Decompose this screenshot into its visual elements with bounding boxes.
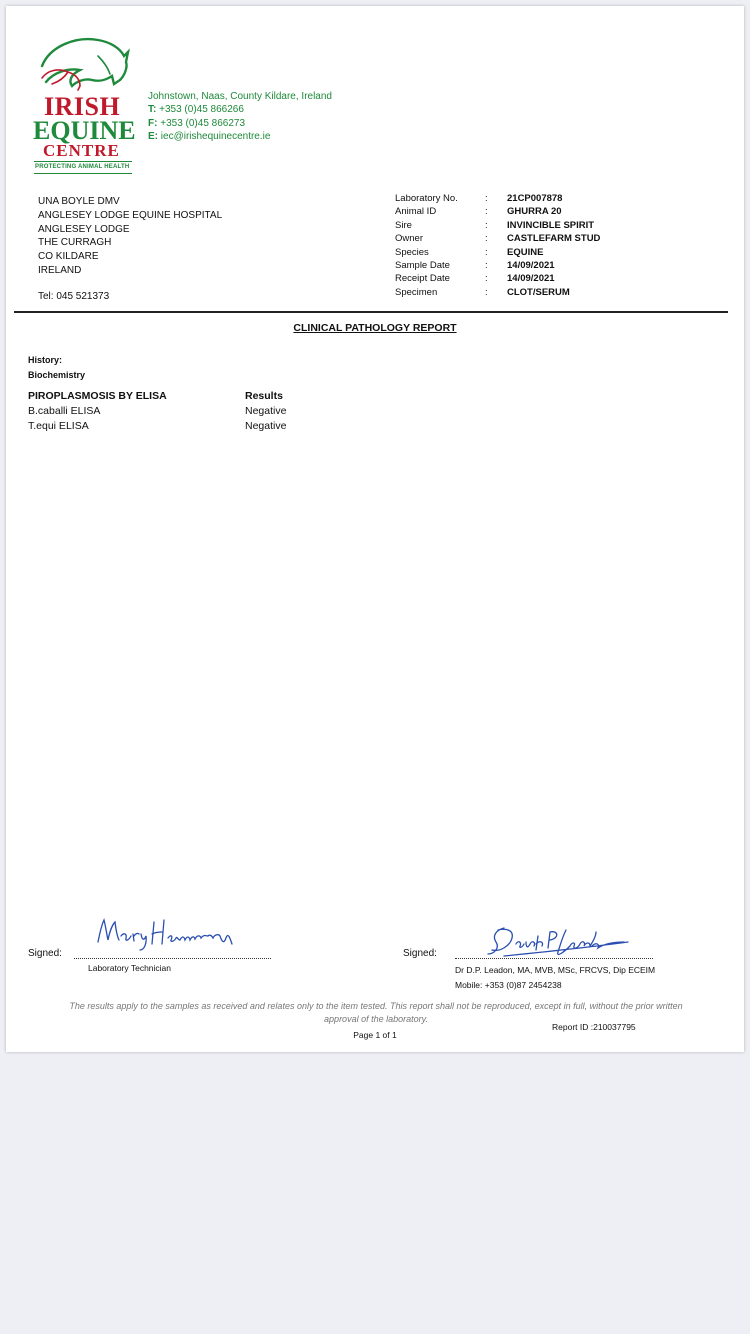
- detail-value: GHURRA 20: [507, 206, 562, 218]
- results-list: [245, 389, 286, 434]
- detail-row: [395, 246, 600, 259]
- signature-line: [74, 950, 271, 959]
- test-category: Biochemistry: [28, 369, 86, 380]
- irish-equine-centre-logo: [28, 30, 138, 178]
- detail-row: [395, 205, 600, 218]
- address-line: UNA BOYLE DMV: [38, 196, 120, 207]
- signed-label: Signed:: [403, 948, 437, 959]
- header-divider: [14, 311, 728, 313]
- detail-separator: :: [485, 193, 488, 204]
- page-number: Page 1 of 1: [353, 1030, 397, 1040]
- technician-signature: [94, 914, 244, 954]
- fax-label: F:: [148, 117, 158, 129]
- tel-label: T:: [148, 104, 157, 116]
- technician-role: Laboratory Technician: [88, 963, 172, 973]
- detail-value: EQUINE: [507, 246, 544, 258]
- detail-value: CLOT/SERUM: [507, 286, 570, 298]
- test-result: Negative: [245, 405, 287, 417]
- detail-value: INVINCIBLE SPIRIT: [507, 219, 595, 231]
- detail-row: [395, 219, 600, 232]
- detail-row: [395, 232, 600, 245]
- signature-line: [455, 950, 653, 959]
- doctor-mobile: Mobile: +353 (0)87 2454238: [455, 979, 562, 990]
- section-title: PIROPLASMOSIS BY ELISA: [28, 390, 167, 402]
- detail-label: Laboratory No.: [395, 193, 458, 204]
- detail-label: Species: [395, 246, 429, 258]
- detail-row: [395, 259, 600, 272]
- logo-text-irish: IRISH: [44, 92, 121, 121]
- lab-fax: +353 (0)45 866273: [160, 117, 246, 129]
- test-result: Negative: [245, 420, 287, 432]
- detail-row: [395, 272, 600, 285]
- detail-row: [395, 286, 600, 299]
- detail-separator: :: [485, 286, 488, 298]
- history-block: [28, 353, 85, 382]
- detail-row: [395, 192, 600, 205]
- detail-label: Receipt Date: [395, 273, 450, 285]
- detail-separator: :: [485, 260, 488, 272]
- detail-label: Sire: [395, 219, 412, 231]
- logo-text-centre: CENTRE: [43, 141, 120, 160]
- detail-label: Specimen: [395, 286, 438, 298]
- detail-label: Owner: [395, 233, 423, 245]
- recipient-address: [38, 195, 222, 278]
- lab-address: Johnstown, Naas, County Kildare, Ireland: [148, 91, 332, 102]
- lab-contact: [148, 90, 332, 144]
- detail-separator: :: [485, 233, 488, 245]
- detail-separator: :: [485, 273, 488, 285]
- doctor-credentials: [455, 963, 655, 992]
- lab-phone: +353 (0)45 866266: [159, 104, 244, 116]
- address-line: CO KILDARE: [38, 251, 99, 263]
- detail-separator: :: [485, 246, 488, 258]
- address-line: IRELAND: [38, 264, 82, 276]
- logo-tagline: PROTECTING ANIMAL HEALTH: [35, 164, 130, 170]
- test-list: [28, 389, 167, 434]
- detail-value: 14/09/2021: [507, 273, 555, 285]
- results-header: Results: [245, 390, 283, 402]
- logo-text-equine: EQUINE: [33, 116, 136, 145]
- horse-logo-icon: [28, 30, 138, 96]
- address-line: ANGLESEY LODGE EQUINE HOSPITAL: [38, 209, 223, 221]
- signed-label: Signed:: [28, 948, 62, 959]
- address-line: ANGLESEY LODGE: [38, 223, 130, 235]
- email-label: E:: [148, 131, 158, 143]
- recipient-phone: Tel: 045 521373: [38, 291, 110, 302]
- test-name: T.equi ELISA: [28, 420, 89, 432]
- disclaimer: The results apply to the samples as received and relates only to the item tested. This report shall not be reproduced, except in full, without the prior written approval of the laboratory.: [69, 1001, 683, 1024]
- sample-details: [395, 192, 600, 299]
- detail-value: 21CP007878: [507, 193, 563, 204]
- detail-value: 14/09/2021: [507, 260, 555, 272]
- address-line: THE CURRAGH: [38, 237, 112, 249]
- report-title: CLINICAL PATHOLOGY REPORT: [293, 322, 457, 334]
- logo-rule: [34, 161, 132, 162]
- detail-separator: :: [485, 219, 488, 231]
- detail-separator: :: [485, 206, 488, 218]
- lab-email: iec@irishequinecentre.ie: [160, 131, 271, 143]
- detail-value: CASTLEFARM STUD: [507, 233, 601, 245]
- detail-label: Animal ID: [395, 206, 437, 218]
- detail-label: Sample Date: [395, 260, 450, 272]
- test-name: B.caballi ELISA: [28, 405, 101, 417]
- logo-rule: [34, 173, 132, 174]
- report-id: Report ID :210037795: [552, 1022, 636, 1032]
- doctor-name: Dr D.P. Leadon, MA, MVB, MSc, FRCVS, Dip ECEIM: [455, 965, 656, 975]
- history-label: History:: [28, 355, 63, 365]
